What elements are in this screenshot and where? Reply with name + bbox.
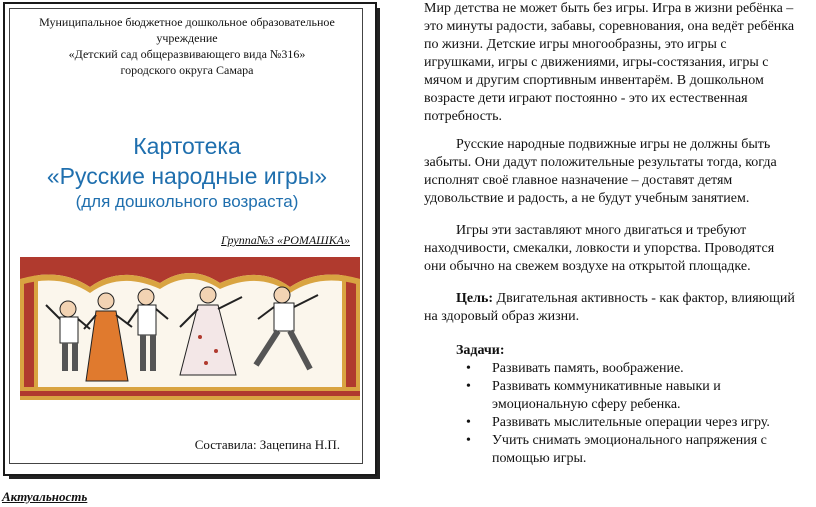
paragraph-1: Мир детства не может быть без игры. Игра в жизни ребёнка – это минуты радости, забавы, соревнования, она ведёт ребёнка по жизни. Детские игры многообразны, это игры с игрушками, игры с движениями, игры-состязания, игры с мячом и другим спортивным инвентарём. В дошкольном возрасте дети играют постоянно - это их естественная потребность. xyxy=(424,1,795,124)
group-label: Группа№3 «РОМАШКА» xyxy=(221,233,350,247)
institution-line-3: городского округа Самара xyxy=(120,63,254,77)
list-item: • Учить снимать эмоционального напряжения с помощью игры. xyxy=(466,433,767,466)
institution-line-2: «Детский сад общеразвивающего вида №316» xyxy=(68,47,306,61)
bullet-icon: • xyxy=(466,415,471,430)
folk-dance-illustration xyxy=(20,257,360,400)
cover-title xyxy=(14,131,360,191)
paragraph-3: Игры эти заставляют много двигаться и требуют находчивости, смекалки, ловкости и упорства. Проводятся они обычно на свежем воздухе на открытой площадке. xyxy=(424,223,775,274)
actuality-heading: Актуальность xyxy=(2,489,88,504)
list-item: • Развивать мыслительные операции через игру. xyxy=(466,415,770,430)
bullet-icon: • xyxy=(466,379,471,394)
cover-shadow-bottom xyxy=(9,476,380,479)
paragraph-2: Русские народные подвижные игры не должны быть забыты. Они дадут положительные результаты тогда, когда исполнят своё главное назначение – доставят детям удовольствие и радость, а не будут учебным занятием. xyxy=(424,137,777,206)
list-item: • Развивать коммуникативные навыки и эмоциональную сферу ребенка. xyxy=(466,379,721,412)
institution-line-1: Муниципальное бюджетное дошкольное образовательное учреждение xyxy=(39,15,335,45)
goal-text: Двигательная активность - как фактор, влияющий на здоровый образ жизни. xyxy=(424,291,795,324)
list-item: • Развивать память, воображение. xyxy=(466,361,684,376)
cover-shadow-right xyxy=(377,8,380,478)
compiled-by: Составила: Зацепина Н.П. xyxy=(194,437,340,452)
goal-label: Цель: xyxy=(456,291,494,306)
tasks-list xyxy=(456,360,806,468)
cover-title-line-1: Картотека xyxy=(133,133,241,159)
cover-title-line-2: «Русские народные игры» xyxy=(46,163,328,189)
institution-name xyxy=(14,14,360,78)
bullet-icon: • xyxy=(466,433,471,448)
goal-paragraph xyxy=(424,290,796,326)
bullet-icon: • xyxy=(466,361,471,376)
tasks-title: Задачи: xyxy=(456,343,505,358)
cover-subtitle: (для дошкольного возраста) xyxy=(75,192,299,211)
